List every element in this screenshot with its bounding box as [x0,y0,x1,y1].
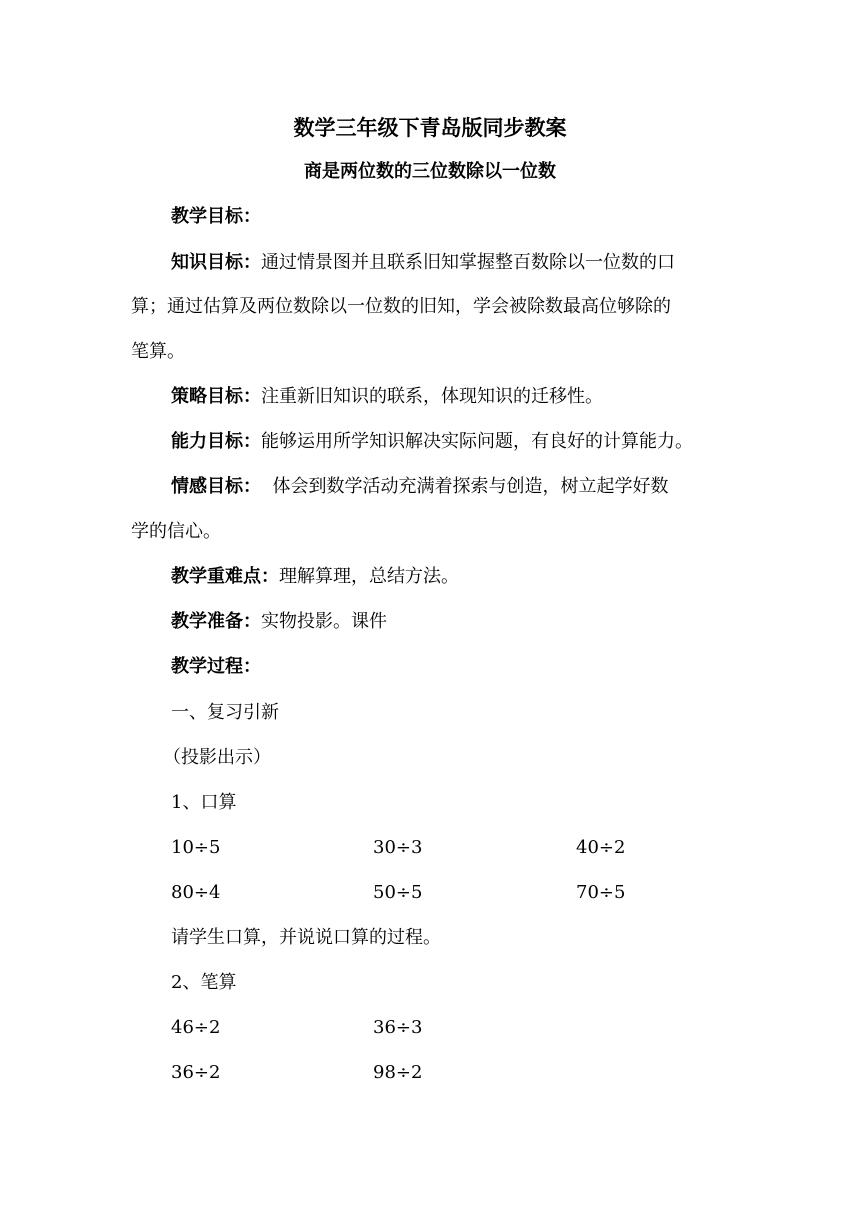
strategy-objective-label: 策略目标： [171,386,261,407]
oral-problem: 50÷5 [373,882,423,903]
ability-objective [171,427,731,457]
oral-calculation-heading: 1、口算 [171,792,237,813]
oral-problem: 40÷2 [576,837,626,858]
objectives-heading: 教学目标： [171,206,261,227]
process-heading: 教学过程： [171,656,261,677]
knowledge-objective-line-2: 算；通过估算及两位数除以一位数的旧知，学会被除数最高位够除的 [131,296,671,317]
strategy-objective-text: 注重新旧知识的联系，体现知识的迁移性。 [261,386,603,407]
emotion-objective-text: 体会到数学活动充满着探索与创造，树立起学好数 [261,476,669,497]
key-points-text: 理解算理，总结方法。 [279,566,459,587]
oral-problem: 80÷4 [171,882,221,903]
written-problem: 36÷3 [373,1017,423,1038]
oral-problem: 30÷3 [373,837,423,858]
oral-problem: 70÷5 [576,882,626,903]
emotion-objective-line-2: 学的信心。 [131,521,221,542]
section-1-heading: 一、复习引新 [171,702,279,723]
document-title: 数学三年级下青岛版同步教案 [293,116,567,140]
ability-objective-text: 能够运用所学知识解决实际问题，有良好的计算能力。 [261,431,693,452]
strategy-objective [171,382,731,412]
knowledge-objective-line-3: 笔算。 [131,341,185,362]
oral-instruction: 请学生口算，并说说口算的过程。 [171,927,441,948]
preparation [171,607,731,637]
preparation-label: 教学准备： [171,611,261,632]
emotion-objective-line-1 [171,472,731,502]
key-points-label: 教学重难点： [171,566,279,587]
written-calculation-heading: 2、笔算 [171,972,237,993]
knowledge-objective-text: 通过情景图并且联系旧知掌握整百数除以一位数的口 [261,252,675,273]
emotion-objective-label: 情感目标： [171,476,261,497]
projection-note: （投影出示） [163,747,271,768]
knowledge-objective-label: 知识目标： [171,252,261,273]
knowledge-objective-line-1 [171,248,731,278]
written-problem: 46÷2 [171,1017,221,1038]
oral-problem: 10÷5 [171,837,221,858]
key-points [171,562,731,592]
written-problem: 98÷2 [373,1062,423,1083]
lesson-subtitle: 商是两位数的三位数除以一位数 [304,161,556,182]
written-problem: 36÷2 [171,1062,221,1083]
preparation-text: 实物投影。课件 [261,611,387,632]
ability-objective-label: 能力目标： [171,431,261,452]
